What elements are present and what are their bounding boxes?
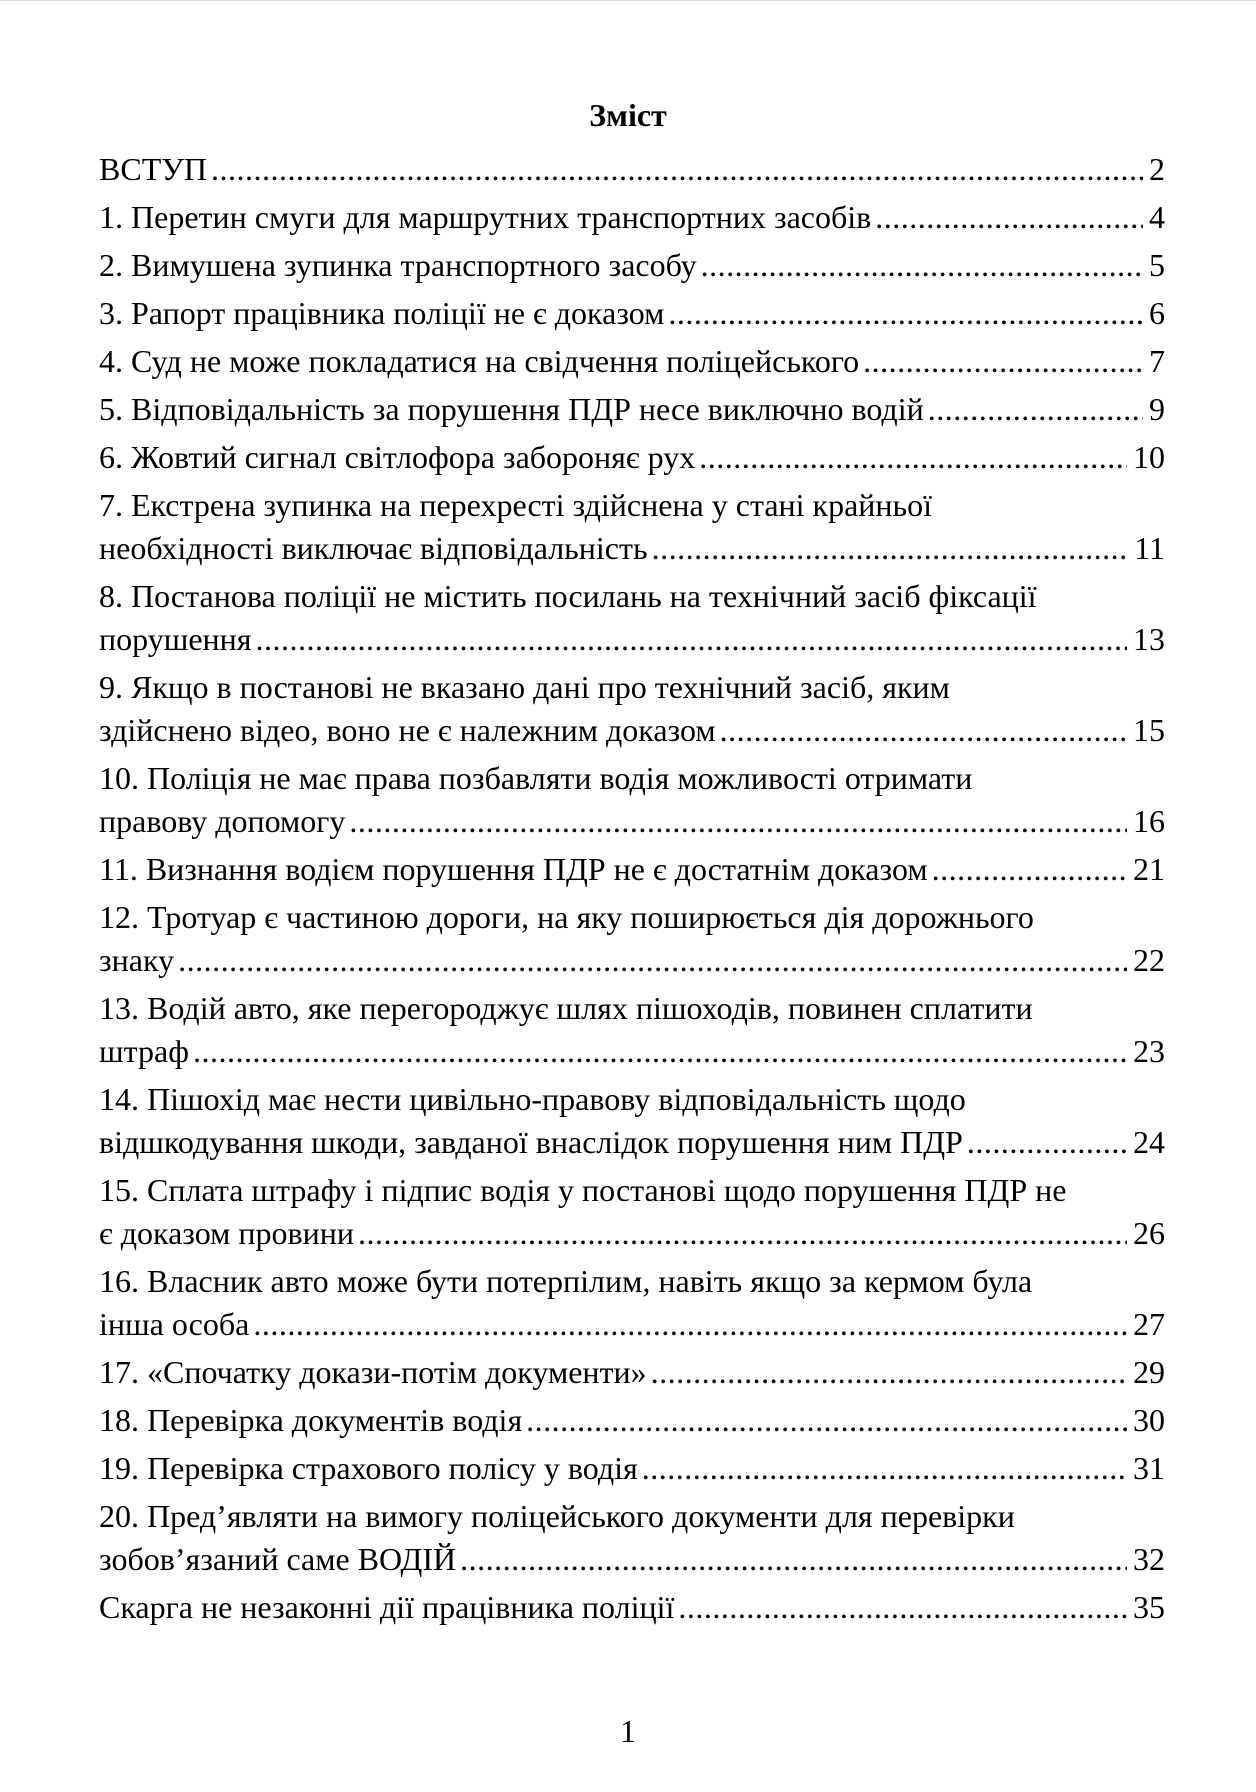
toc-entry[interactable] (99, 1078, 1165, 1164)
toc-entry-page-number: 35 (1133, 1589, 1165, 1625)
toc-entry-last-line (99, 196, 1165, 239)
dot-leader (253, 1303, 1127, 1346)
toc-entry-first-line: 9. Якщо в постанові не вказано дані про технічний засіб, яким (99, 669, 950, 705)
toc-entry-first-line: 16. Власник авто може бути потерпілим, навіть якщо за кермом була (99, 1263, 1033, 1299)
toc-entry[interactable] (99, 292, 1165, 335)
toc-entry-last-line (99, 1030, 1165, 1073)
toc-entry-first-line: 13. Водій авто, яке перегороджує шлях пішоходів, повинен сплатити (99, 990, 1033, 1026)
toc-entry[interactable] (99, 1351, 1165, 1394)
toc-entry[interactable] (99, 1399, 1165, 1442)
toc-entry-text: відшкодування шкоди, завданої внаслідок порушення ним ПДР (99, 1124, 963, 1160)
dot-leader (349, 800, 1127, 843)
toc-entry-last-line (99, 618, 1165, 661)
toc-entry-text: 6. Жовтий сигнал світлофора забороняє рух (99, 439, 696, 475)
dot-leader (699, 436, 1127, 479)
toc-entry-first-line: 14. Пішохід має нести цивільно-правову відповідальність щодо (99, 1081, 966, 1117)
toc-entry-page-number: 32 (1133, 1541, 1165, 1577)
toc-entry-first-line: 20. Пред’являти на вимогу поліцейського документи для перевірки (99, 1498, 1015, 1534)
toc-entry[interactable] (99, 987, 1165, 1073)
toc-entry-page-number: 31 (1133, 1450, 1165, 1486)
toc-entry-page-number: 5 (1149, 247, 1165, 283)
toc-entry-page-number: 4 (1149, 199, 1165, 235)
toc-entry[interactable] (99, 1586, 1165, 1629)
dot-leader (863, 340, 1143, 383)
dot-leader (875, 196, 1143, 239)
toc-entry-page-number: 9 (1149, 391, 1165, 427)
toc-entry-text: 5. Відповідальність за порушення ПДР несе виключно водій (99, 391, 924, 427)
dot-leader (967, 1121, 1127, 1164)
toc-entry-last-line (99, 1303, 1165, 1346)
toc-entry-text: порушення (99, 621, 252, 657)
toc-entry-last-line (99, 1212, 1165, 1255)
toc-entry-text: 1. Перетин смуги для маршрутних транспортних засобів (99, 199, 872, 235)
toc-entry-text: 19. Перевірка страхового полісу у водія (99, 1450, 638, 1486)
toc-entry-page-number: 27 (1133, 1306, 1165, 1342)
dot-leader (701, 244, 1143, 287)
table-of-contents (99, 148, 1165, 1634)
toc-entry-page-number: 29 (1133, 1354, 1165, 1390)
toc-entry-text: 11. Визнання водієм порушення ПДР не є достатнім доказом (99, 851, 928, 887)
toc-entry-last-line (99, 1399, 1165, 1442)
toc-entry-text: 2. Вимушена зупинка транспортного засобу (99, 247, 697, 283)
toc-entry[interactable] (99, 896, 1165, 982)
toc-entry[interactable] (99, 575, 1165, 661)
toc-entry-first-line: 12. Тротуар є частиною дороги, на яку поширюється дія дорожнього (99, 899, 1034, 935)
toc-entry-page-number: 6 (1149, 295, 1165, 331)
toc-entry-first-line: 10. Поліція не має права позбавляти водія можливості отримати (99, 760, 973, 796)
toc-entry-text: штраф (99, 1033, 189, 1069)
toc-entry[interactable] (99, 148, 1165, 191)
dot-leader (720, 709, 1127, 752)
toc-entry-text: ВСТУП (99, 151, 207, 187)
toc-entry[interactable] (99, 848, 1165, 891)
toc-entry[interactable] (99, 1495, 1165, 1581)
toc-entry-last-line (99, 1121, 1165, 1164)
toc-entry-page-number: 30 (1133, 1402, 1165, 1438)
toc-entry-text: 4. Суд не може покладатися на свідчення поліцейського (99, 343, 860, 379)
dot-leader (668, 292, 1143, 335)
toc-entry-page-number: 10 (1133, 439, 1165, 475)
dot-leader (526, 1399, 1127, 1442)
toc-entry-last-line (99, 939, 1165, 982)
toc-entry-text: інша особа (99, 1306, 250, 1342)
dot-leader (211, 148, 1143, 191)
toc-entry-page-number: 23 (1133, 1033, 1165, 1069)
dot-leader (651, 1351, 1127, 1394)
toc-entry[interactable] (99, 196, 1165, 239)
toc-entry-first-line: 15. Сплата штрафу і підпис водія у постанові щодо порушення ПДР не (99, 1172, 1067, 1208)
toc-entry-last-line (99, 709, 1165, 752)
toc-entry-text: 3. Рапорт працівника поліції не є доказом (99, 295, 665, 331)
toc-entry-text: 17. «Спочатку докази-потім документи» (99, 1354, 647, 1390)
toc-entry-page-number: 13 (1133, 621, 1165, 657)
toc-entry-text: зобов’язаний саме ВОДІЙ (99, 1541, 457, 1577)
dot-leader (178, 939, 1127, 982)
toc-entry-page-number: 7 (1149, 343, 1165, 379)
toc-entry[interactable] (99, 757, 1165, 843)
toc-entry[interactable] (99, 436, 1165, 479)
dot-leader (928, 388, 1143, 431)
dot-leader (358, 1212, 1127, 1255)
toc-entry-page-number: 26 (1133, 1215, 1165, 1251)
dot-leader (460, 1538, 1127, 1581)
toc-entry-last-line (99, 436, 1165, 479)
toc-entry-text: правову допомогу (99, 803, 346, 839)
toc-entry[interactable] (99, 484, 1165, 570)
toc-entry-page-number: 24 (1133, 1124, 1165, 1160)
toc-entry-text: Скарга не незаконні дії працівника поліції (99, 1589, 675, 1625)
toc-entry-last-line (99, 848, 1165, 891)
toc-entry-text: є доказом провини (99, 1215, 354, 1251)
toc-entry-first-line: 7. Екстрена зупинка на перехресті здійснена у стані крайньої (99, 487, 933, 523)
toc-entry[interactable] (99, 244, 1165, 287)
toc-entry[interactable] (99, 1447, 1165, 1490)
dot-leader (932, 848, 1127, 891)
dot-leader (652, 527, 1129, 570)
toc-entry-last-line (99, 292, 1165, 335)
toc-entry[interactable] (99, 388, 1165, 431)
toc-entry-last-line (99, 388, 1165, 431)
toc-entry-last-line (99, 148, 1165, 191)
toc-entry-last-line (99, 1538, 1165, 1581)
toc-entry-text: знаку (99, 942, 175, 978)
dot-leader (678, 1586, 1127, 1629)
toc-entry-page-number: 16 (1133, 803, 1165, 839)
toc-entry-text: 18. Перевірка документів водія (99, 1402, 523, 1438)
toc-entry-page-number: 21 (1133, 851, 1165, 887)
dot-leader (256, 618, 1127, 661)
toc-entry[interactable] (99, 666, 1165, 752)
toc-entry-last-line (99, 1447, 1165, 1490)
toc-entry-last-line (99, 527, 1165, 570)
toc-entry-text: здійснено відео, воно не є належним доказом (99, 712, 716, 748)
toc-entry[interactable] (99, 1260, 1165, 1346)
dot-leader (642, 1447, 1127, 1490)
toc-entry-page-number: 15 (1133, 712, 1165, 748)
toc-entry-last-line (99, 340, 1165, 383)
toc-entry-last-line (99, 800, 1165, 843)
dot-leader (193, 1030, 1127, 1073)
toc-entry-page-number: 22 (1133, 942, 1165, 978)
page-number: 1 (620, 1713, 636, 1749)
toc-entry-last-line (99, 1351, 1165, 1394)
toc-title: Зміст (589, 97, 667, 133)
toc-entry-first-line: 8. Постанова поліції не містить посилань на технічний засіб фіксації (99, 578, 1037, 614)
toc-entry-page-number: 11 (1134, 530, 1165, 566)
toc-entry-page-number: 2 (1149, 151, 1165, 187)
toc-entry[interactable] (99, 340, 1165, 383)
toc-entry[interactable] (99, 1169, 1165, 1255)
toc-entry-last-line (99, 1586, 1165, 1629)
toc-entry-text: необхідності виключає відповідальність (99, 530, 648, 566)
toc-entry-last-line (99, 244, 1165, 287)
